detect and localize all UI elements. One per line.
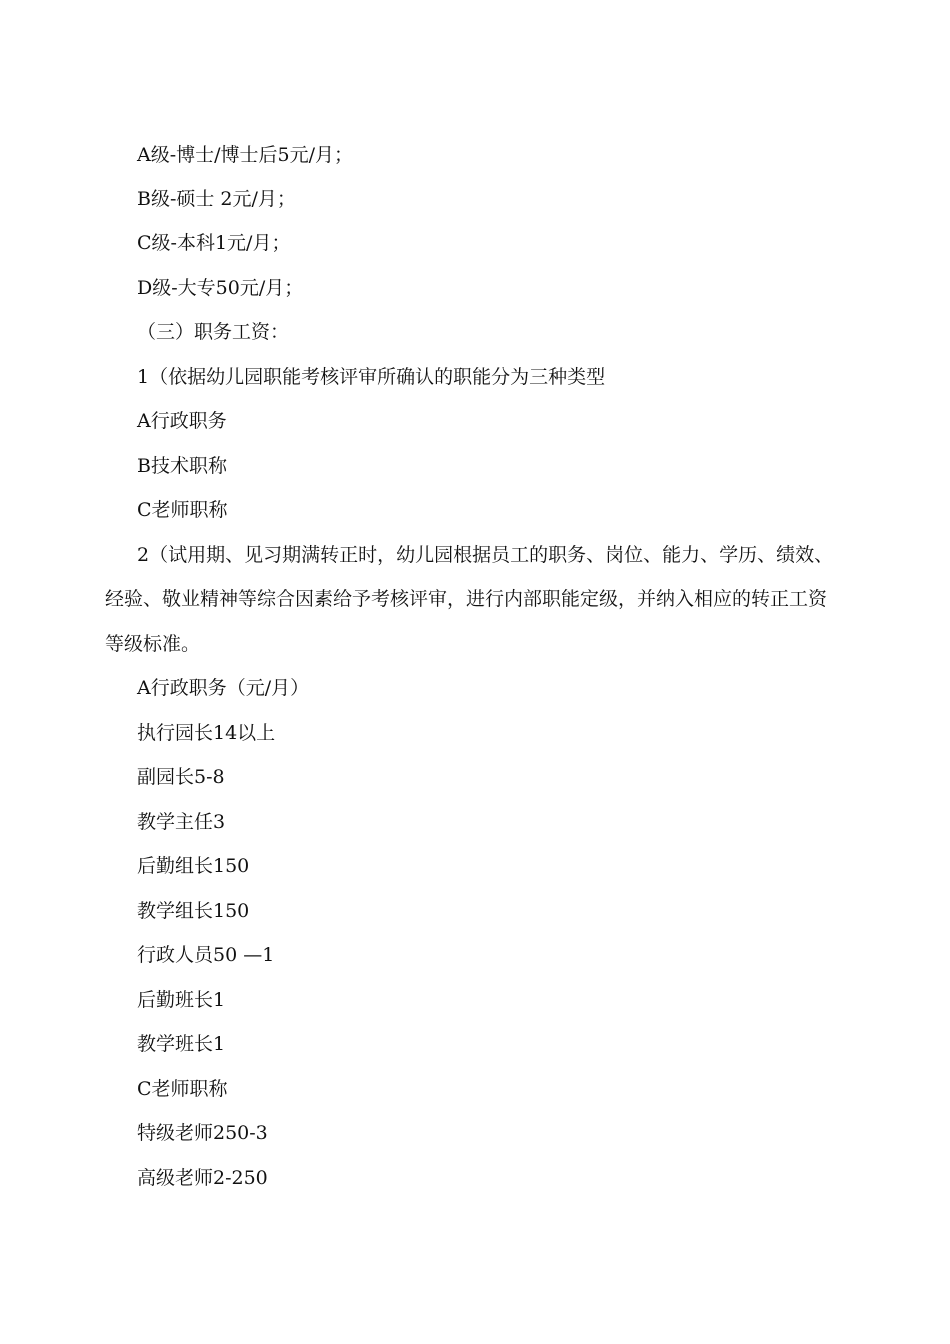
position-teaching-monitor: 教学班长1 [137,1033,226,1055]
position-admin-staff: 行政人员50 —1 [137,944,275,966]
salary-level-c: C级-本科1元/月； [137,232,291,254]
paragraph-1: 1（依据幼儿园职能考核评审所确认的职能分为三种类型 [137,366,606,388]
salary-level-d: D级-大专50元/月； [137,277,304,299]
position-executive-principal: 执行园长14以上 [137,722,276,744]
position-logistics-leader: 后勤组长150 [137,855,250,877]
paragraph-2-line-1: 2（试用期、见习期满转正时，幼儿园根据员工的职务、岗位、能力、学历、绩效、 [137,544,834,566]
type-teacher-title: C老师职称 [137,499,228,521]
section-heading-position-salary: （三）职务工资： [137,321,290,343]
salary-level-b: B级-硕士 2元/月； [137,188,296,210]
type-admin-position: A行政职务 [137,410,227,432]
position-teaching-leader: 教学组长150 [137,900,250,922]
paragraph-2-line-3: 等级标准。 [105,633,201,655]
paragraph-2-line-2: 经验、敬业精神等综合因素给予考核评审，进行内部职能定级，并纳入相应的转正工资 [105,588,828,610]
title-special-teacher: 特级老师250-3 [137,1122,268,1144]
type-technical-title: B技术职称 [137,455,227,477]
admin-position-heading: A行政职务（元/月） [137,677,310,699]
salary-level-a: A级-博士/博士后5元/月； [137,144,354,166]
position-teaching-director: 教学主任3 [137,811,226,833]
position-logistics-monitor: 后勤班长1 [137,989,226,1011]
position-vice-principal: 副园长5-8 [137,766,225,788]
teacher-title-heading: C老师职称 [137,1078,228,1100]
title-senior-teacher: 高级老师2-250 [137,1167,268,1189]
